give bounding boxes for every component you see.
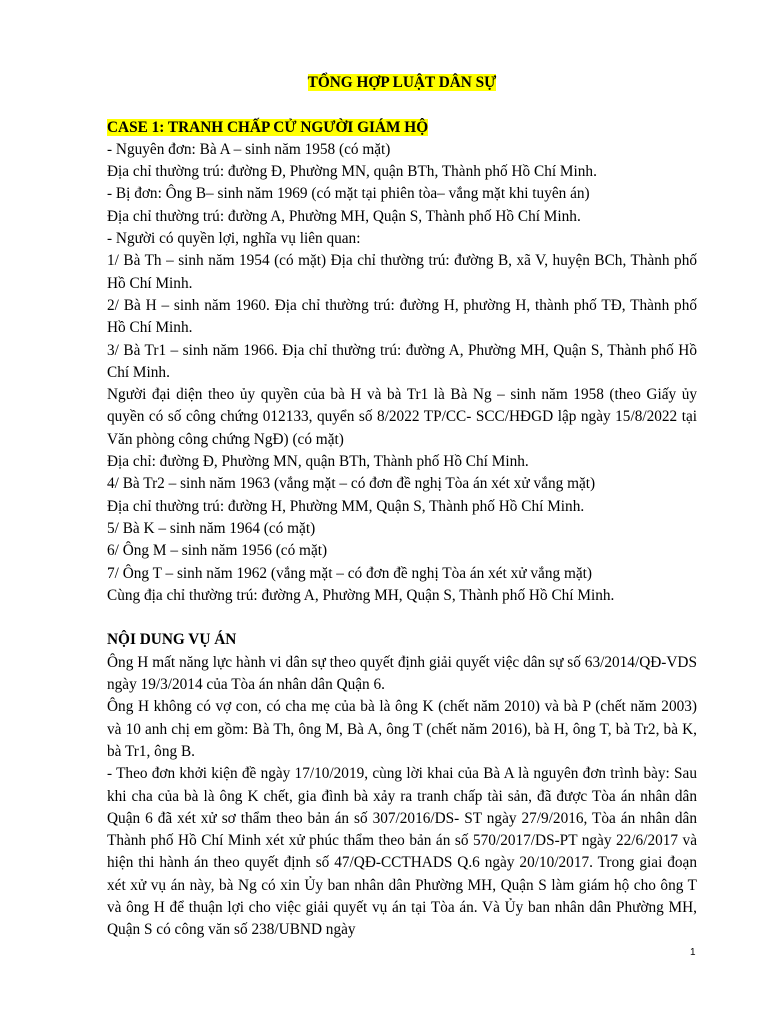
case-heading: CASE 1: TRANH CHẤP CỬ NGƯỜI GIÁM HỘ — [107, 118, 429, 136]
plaintiff-line: - Nguyên đơn: Bà A – sinh năm 1958 (có mặt) — [107, 140, 391, 158]
document-title: TỔNG HỢP LUẬT DÂN SỰ — [307, 74, 497, 91]
spacer — [107, 607, 697, 629]
defendant-line: - Bị đơn: Ông B– sinh năm 1969 (có mặt tại phiên tòa– vắng mặt khi tuyên án) — [107, 185, 590, 203]
related-party-5: 5/ Bà K – sinh năm 1964 (có mặt) — [107, 519, 316, 537]
related-party-1: 1/ Bà Th – sinh năm 1954 (có mặt) Địa chỉ thường trú: đường B, xã V, huyện BCh, Thành phố Hồ Chí Minh. — [107, 252, 697, 292]
authorized-representative: Người đại diện theo ủy quyền của bà H và bà Tr1 là Bà Ng – sinh năm 1958 (theo Giấy ủy quyền có số công chứng 012133, quyển số 8/2022 TP/CC- SCC/HĐGD lập ngày 15/8/2022 tại Văn phòng công chứng NgĐ) (có mặt) — [107, 386, 697, 448]
case-content-heading: NỘI DUNG VỤ ÁN — [107, 631, 237, 649]
related-party-6: 6/ Ông M – sinh năm 1956 (có mặt) — [107, 542, 328, 560]
shared-address-line: Cùng địa chỉ thường trú: đường A, Phường MH, Quận S, Thành phố Hồ Chí Minh. — [107, 586, 615, 604]
plaintiff-address-line: Địa chỉ thường trú: đường Đ, Phường MN, quận BTh, Thành phố Hồ Chí Minh. — [107, 163, 597, 181]
content-paragraph: - Theo đơn khởi kiện đề ngày 17/10/2019, cùng lời khai của Bà A là nguyên đơn trình bày: Sau khi cha của bà là ông K chết, gia đình bà xảy ra tranh chấp tài sản, đã được Tòa án nhân dân Quận 6 đã xét xử sơ thẩm theo bản án số 307/2016/DS- ST ngày 27/9/2016, Tòa án nhân dân Thành phố Hồ Chí Minh xét xử phúc thẩm theo bản án số 570/2017/DS-PT ngày 22/6/2017 và hiện thi hành án theo quyết định số 47/QĐ-CCTHADS Q.6 ngày 20/10/2017. Trong giai đoạn xét xử vụ án này, bà Ng có xin Ủy ban nhân dân Phường MH, Quận S làm giám hộ cho ông T và ông H để thuận lợi cho việc giải quyết vụ án tại Tòa án. Và Ủy ban nhân dân Phường MH, Quận S có công văn số 238/UBND ngày — [107, 765, 697, 939]
related-party-2: 2/ Bà H – sinh năm 1960. Địa chỉ thường trú: đường H, phường H, thành phố TĐ, Thành phố Hồ Chí Minh. — [107, 296, 697, 337]
related-party-4: 4/ Bà Tr2 – sinh năm 1963 (vắng mặt – có đơn đề nghị Tòa án xét xử vắng mặt) — [107, 475, 596, 493]
page-number: 1 — [690, 947, 696, 958]
representative-address-line: Địa chỉ: đường Đ, Phường MN, quận BTh, Thành phố Hồ Chí Minh. — [107, 453, 529, 471]
document-page — [107, 72, 697, 942]
content-paragraph: Ông H mất năng lực hành vi dân sự theo quyết định giải quyết việc dân sự số 63/2014/QĐ-VDS ngày 19/3/2014 của Tòa án nhân dân Quận 6. — [107, 653, 697, 694]
related-parties-heading: - Người có quyền lợi, nghĩa vụ liên quan: — [107, 230, 361, 248]
content-paragraph: Ông H không có vợ con, có cha mẹ của bà là ông K (chết năm 2010) và bà P (chết năm 2003) và 10 anh chị em gồm: Bà Th, ông M, Bà A, ông T (chết năm 2016), bà H, ông T, bà Tr2, bà K, bà Tr1, ông B. — [107, 698, 697, 760]
related-party-4-address: Địa chỉ thường trú: đường H, Phường MM, Quận S, Thành phố Hồ Chí Minh. — [107, 497, 585, 515]
defendant-address-line: Địa chỉ thường trú: đường A, Phường MH, Quận S, Thành phố Hồ Chí Minh. — [107, 207, 581, 225]
spacer — [107, 94, 697, 116]
related-party-3: 3/ Bà Tr1 – sinh năm 1966. Địa chỉ thường trú: đường A, Phường MH, Quận S, Thành phố Hồ Chí Minh. — [107, 341, 697, 381]
related-party-7: 7/ Ông T – sinh năm 1962 (vắng mặt – có đơn đề nghị Tòa án xét xử vắng mặt) — [107, 564, 592, 582]
